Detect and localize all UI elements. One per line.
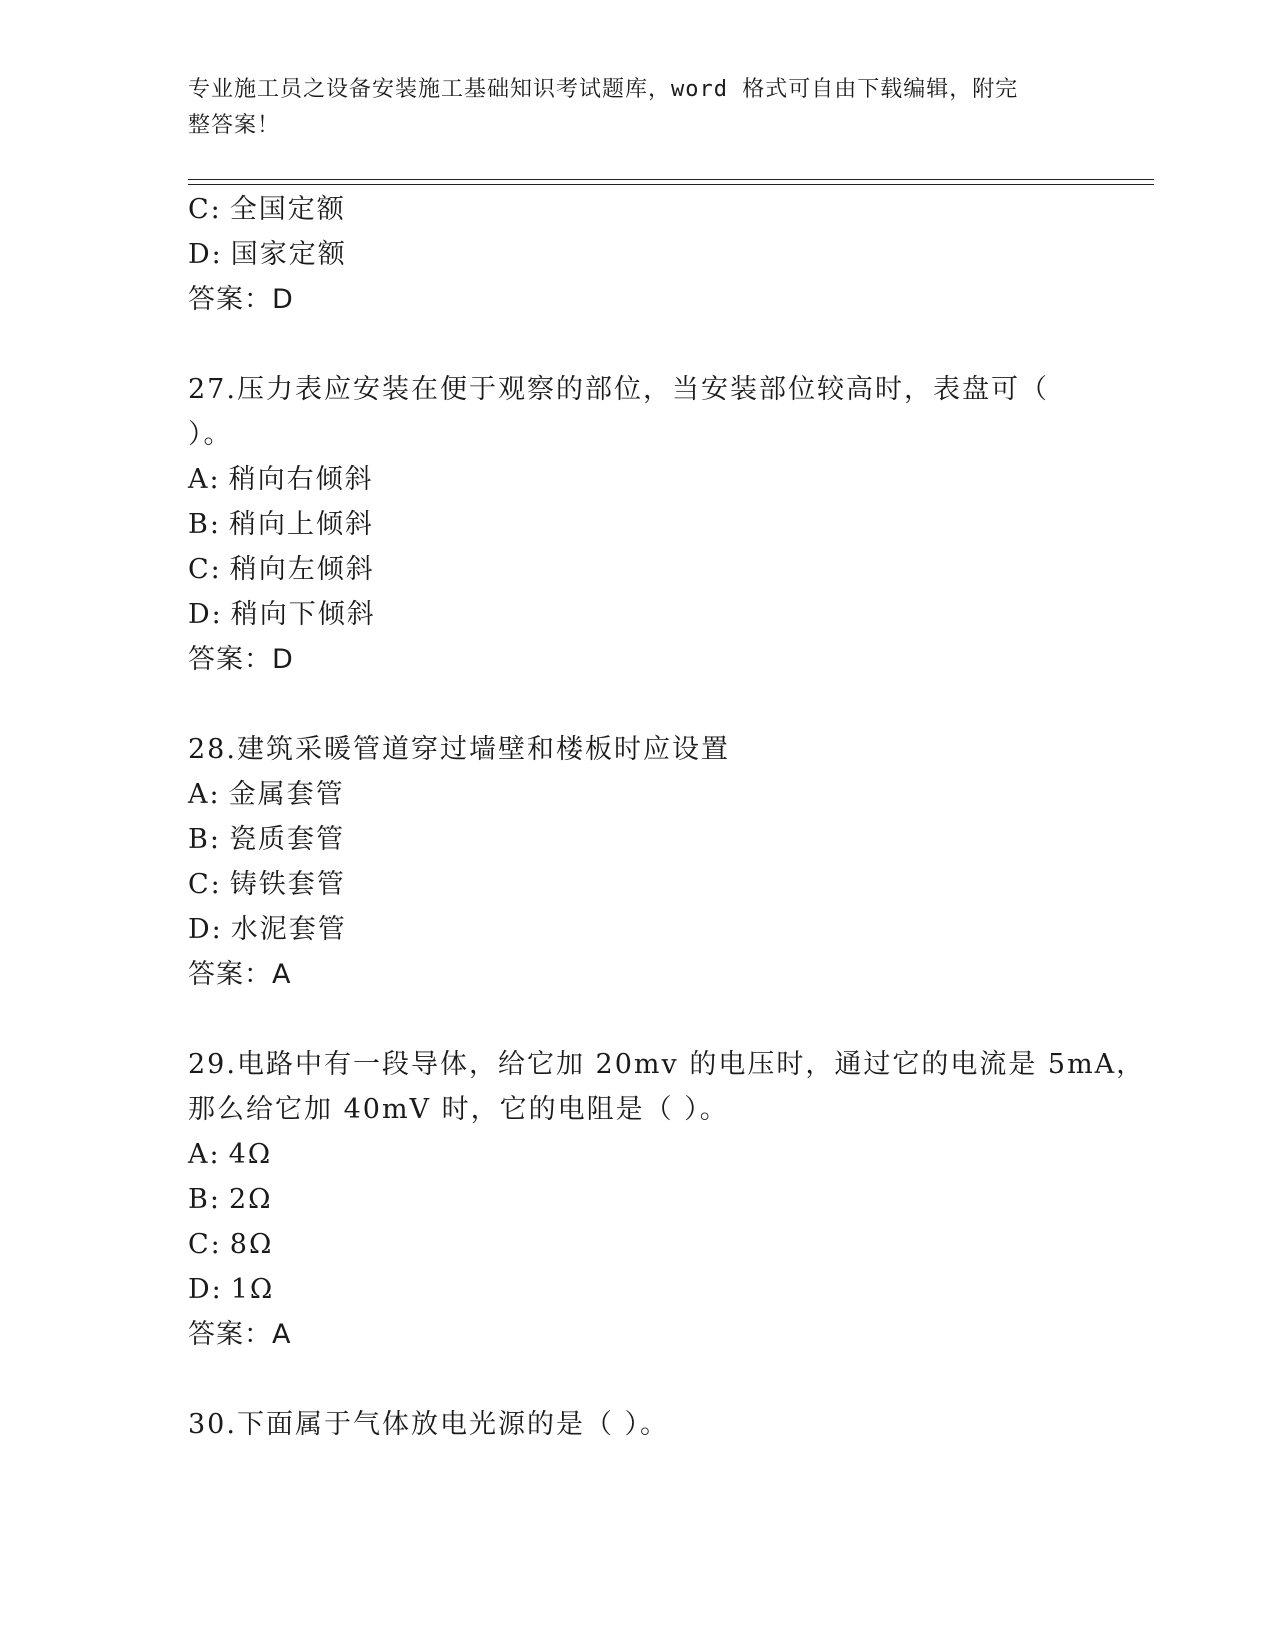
question-27-option-a: A: 稍向右倾斜: [188, 464, 374, 495]
question-29-option-a: A: 4Ω: [188, 1139, 273, 1170]
header-divider-bottom: [188, 184, 1154, 185]
question-29-option-b: B: 2Ω: [188, 1184, 273, 1215]
option-d: D: 国家定额: [188, 239, 347, 270]
question-28-option-d: D: 水泥套管: [188, 914, 347, 945]
question-29-stem-line-1: 29.电路中有一段导体，给它加 20mv 的电压时，通过它的电流是 5mA，: [188, 1049, 1146, 1080]
header-line-2: 整答案！: [188, 113, 281, 138]
document-header: [188, 72, 1068, 144]
question-27-option-c: C: 稍向左倾斜: [188, 554, 375, 585]
header-divider-top: [188, 179, 1154, 180]
option-c: C: 全国定额: [188, 194, 346, 225]
question-28-option-a: A: 金属套管: [188, 779, 345, 810]
question-28-option-c: C: 铸铁套管: [188, 869, 346, 900]
question-28-stem: 28.建筑采暖管道穿过墙壁和楼板时应设置: [188, 734, 730, 765]
question-29-option-c: C: 8Ω: [188, 1229, 274, 1260]
question-28-option-b: B: 瓷质套管: [188, 824, 345, 855]
header-line-1: 专业施工员之设备安装施工基础知识考试题库，word 格式可自由下载编辑，附完: [188, 77, 1019, 102]
question-27-stem-line-1: 27.压力表应安装在便于观察的部位，当安装部位较高时，表盘可（: [188, 374, 1049, 405]
answer: 答案：D: [188, 284, 294, 315]
question-27-option-b: B: 稍向上倾斜: [188, 509, 374, 540]
question-29-option-d: D: 1Ω: [188, 1274, 275, 1305]
question-27-option-d: D: 稍向下倾斜: [188, 599, 376, 630]
question-27-answer: 答案：D: [188, 644, 294, 675]
question-29-answer: 答案：A: [188, 1319, 292, 1350]
question-30-stem: 30.下面属于气体放电光源的是（ ）。: [188, 1409, 670, 1440]
question-29-stem-line-2: 那么给它加 40mV 时，它的电阻是（ ）。: [188, 1094, 729, 1125]
question-28-answer: 答案：A: [188, 959, 292, 990]
question-27-stem-line-2: ）。: [188, 419, 233, 450]
